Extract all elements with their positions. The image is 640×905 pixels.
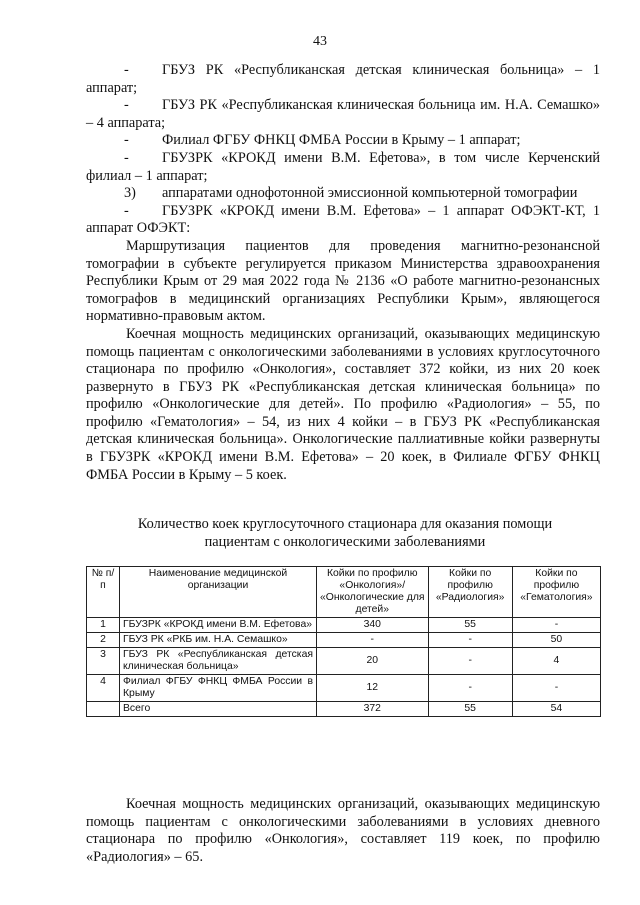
list-item: - ГБУЗРК «КРОКД имени В.М. Ефетова», в том числе Керченский филиал – 1 аппарат; bbox=[86, 149, 600, 184]
cell-num: 3 bbox=[87, 648, 120, 675]
paragraph-bed-capacity: Коечная мощность медицинских организаций, оказывающих медицинскую помощь пациентам с онкологическими заболеваниями в условиях круглосуточного стационара по профилю «Онкология», составляет 372 койки, из них 20 коек развернуто в ГБУЗ РК «Республиканская детская клиническая больница» по профилю «Онкологические для детей». По профилю «Радиология» – 55, по профилю «Гематология» – 54, из них 4 койки – в ГБУЗ РК «Республиканская детская клиническая больница». Онкологические паллиативные койки развернуты в ГБУЗРК «КРОКД имени В.М. Ефетова» – 20 коек, в Филиале ФГБУ ФНКЦ ФМБА России в Крыму – 5 коек. bbox=[86, 325, 600, 483]
cell-hematology: 50 bbox=[512, 633, 600, 648]
list-marker: - bbox=[124, 149, 129, 166]
cell-num: 4 bbox=[87, 675, 120, 702]
cell-num: 1 bbox=[87, 618, 120, 633]
header-radiology: Койки по профилю «Радиология» bbox=[428, 567, 512, 618]
cell-hematology: 4 bbox=[512, 648, 600, 675]
header-num: № п/п bbox=[87, 567, 120, 618]
list-item: - ГБУЗ РК «Республиканская клиническая больница им. Н.А. Семашко» – 4 аппарата; bbox=[86, 97, 600, 131]
cell-hematology: - bbox=[512, 675, 600, 702]
cell-oncology: - bbox=[317, 633, 429, 648]
cell-name: ГБУЗРК «КРОКД имени В.М. Ефетова» bbox=[120, 618, 317, 633]
cell-name: ГБУЗ РК «РКБ им. Н.А. Семашко» bbox=[120, 633, 317, 648]
cell-num-empty bbox=[87, 702, 120, 717]
table-row bbox=[87, 618, 601, 633]
cell-radiology: - bbox=[428, 675, 512, 702]
cell-name: Филиал ФГБУ ФНКЦ ФМБА России в Крыму bbox=[120, 675, 317, 702]
table-caption: Количество коек круглосуточного стационара для оказания помощи пациентам с онкологическими заболеваниями bbox=[137, 516, 553, 550]
body-text bbox=[86, 62, 600, 484]
closing-text bbox=[86, 796, 600, 866]
paragraph-mri-routing: Маршрутизация пациентов для проведения магнитно-резонансной томографии в субъекте регулируется приказом Министерства здравоохранения Республики Крым от 29 мая 2022 года № 2136 «О работе магнитно-резонансных томографов в медицинский организациях Республики Крым», являющегося нормативно-правовым актом. bbox=[86, 237, 600, 325]
cell-num: 2 bbox=[87, 633, 120, 648]
beds-table bbox=[86, 566, 601, 717]
cell-total-oncology: 372 bbox=[317, 702, 429, 717]
cell-oncology: 12 bbox=[317, 675, 429, 702]
header-oncology: Койки по профилю «Онкология»/ «Онкологические для детей» bbox=[317, 567, 429, 618]
cell-oncology: 340 bbox=[317, 618, 429, 633]
cell-total-label: Всего bbox=[120, 702, 317, 717]
list-item: - Филиал ФГБУ ФНКЦ ФМБА России в Крыму – 1 аппарат; bbox=[124, 132, 521, 149]
cell-oncology: 20 bbox=[317, 648, 429, 675]
cell-total-hematology: 54 bbox=[512, 702, 600, 717]
list-marker: - bbox=[124, 132, 129, 149]
cell-radiology: - bbox=[428, 633, 512, 648]
cell-total-radiology: 55 bbox=[428, 702, 512, 717]
cell-name: ГБУЗ РК «Республиканская детская клиническая больница» bbox=[120, 648, 317, 675]
list-item: - ГБУЗ РК «Республиканская детская клиническая больница» – 1 аппарат; bbox=[86, 62, 600, 96]
table-header-row bbox=[87, 567, 601, 618]
cell-radiology: - bbox=[428, 648, 512, 675]
list-marker: 3) bbox=[124, 185, 136, 202]
list-item: 3) аппаратами однофотонной эмиссионной компьютерной томографии bbox=[124, 185, 578, 202]
cell-radiology: 55 bbox=[428, 618, 512, 633]
list-item: - ГБУЗРК «КРОКД имени В.М. Ефетова» – 1 аппарат ОФЭКТ-КТ, 1 аппарат ОФЭКТ: bbox=[86, 202, 600, 237]
list-marker: - bbox=[124, 97, 129, 114]
list-marker: - bbox=[124, 202, 129, 219]
paragraph-day-hospital: Коечная мощность медицинских организаций, оказывающих медицинскую помощь пациентам с онкологическими заболеваниями в условиях дневного стационара по профилю «Онкология», составляет 119 коек, по профилю «Радиология» – 65. bbox=[86, 796, 600, 865]
table-row bbox=[87, 675, 601, 702]
header-hematology: Койки по профилю «Гематология» bbox=[512, 567, 600, 618]
header-name: Наименование медицинской организации bbox=[120, 567, 317, 618]
list-marker: - bbox=[124, 62, 129, 78]
table-total-row bbox=[87, 702, 601, 717]
cell-hematology: - bbox=[512, 618, 600, 633]
page-number: 43 bbox=[313, 34, 327, 49]
table-row bbox=[87, 633, 601, 648]
table-row bbox=[87, 648, 601, 675]
